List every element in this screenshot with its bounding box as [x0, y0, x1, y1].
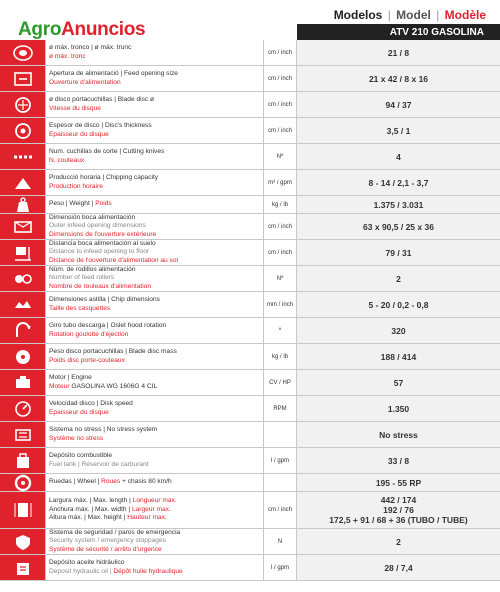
- label-text: Altura máx. | Max. height |: [49, 514, 128, 522]
- label-line: [49, 231, 260, 239]
- spec-label: [46, 40, 264, 65]
- label-text-fr: Largeur max.: [131, 505, 171, 513]
- spec-table: [0, 40, 500, 581]
- spec-row: [0, 555, 500, 581]
- spec-label: [46, 118, 264, 143]
- label-line: [49, 200, 260, 209]
- label-line: [49, 183, 260, 192]
- spec-row: [0, 196, 500, 214]
- label-text: Ruedas | Wheel |: [49, 478, 102, 486]
- spec-unit: mm / inch: [264, 292, 297, 317]
- feed-rollers-icon: [0, 266, 46, 291]
- label-text: Distancia boca alimentación al suelo: [49, 240, 156, 247]
- value-line: 195 - 55 RP: [375, 477, 422, 488]
- models-header: [297, 6, 500, 42]
- spec-value: [297, 92, 500, 117]
- label-line: [49, 461, 260, 470]
- label-text: Outer infeed opening dimensions: [49, 222, 146, 230]
- label-text: ø disco portacuchillas | Blade disc ø: [49, 95, 155, 103]
- value-line: 8 - 14 / 2,1 - 3,7: [368, 177, 429, 188]
- spec-unit: kg / lb: [264, 344, 297, 369]
- spec-unit: m³ / gpm: [264, 170, 297, 195]
- chipping-capacity-icon: [0, 170, 46, 195]
- label-text: Espesor de disco | Disc's thickness: [49, 121, 152, 129]
- spec-label: [46, 344, 264, 369]
- spec-value: [297, 344, 500, 369]
- spec-label: [46, 555, 264, 580]
- spec-unit: cm / inch: [264, 118, 297, 143]
- no-stress-icon: [0, 422, 46, 447]
- label-text-extra: GASOLINA WG 1606G 4 CIL: [69, 382, 158, 390]
- dimensions-icon: [0, 492, 46, 528]
- label-line: [49, 44, 260, 53]
- spec-value: [297, 214, 500, 239]
- spec-label: [46, 170, 264, 195]
- spec-value: [297, 40, 500, 65]
- label-text: Dimensiones astilla | Chip dimensions: [49, 295, 160, 303]
- discharge-rotation-icon: [0, 318, 46, 343]
- label-line: [49, 400, 260, 409]
- value-line: 320: [391, 325, 406, 336]
- chip-dimensions-icon: [0, 292, 46, 317]
- separator: |: [436, 8, 440, 22]
- spec-row: [0, 474, 500, 492]
- value-line: 4: [396, 151, 401, 162]
- label-text: Dimensions de l'ouverture extérieure: [49, 230, 157, 238]
- label-line: [49, 426, 260, 435]
- disc-thickness-icon: [0, 118, 46, 143]
- label-text-fr: Longueur max.: [132, 497, 177, 505]
- label-text: Security system / emergency stoppages: [49, 537, 166, 545]
- value-line: 57: [393, 377, 404, 388]
- spec-row: [0, 66, 500, 92]
- label-line: [49, 274, 260, 283]
- models-es: Modelos: [333, 8, 383, 22]
- spec-label: [46, 422, 264, 447]
- spec-row: [0, 396, 500, 422]
- label-line: [49, 257, 260, 265]
- label-text: Epaisseur du disque: [49, 130, 109, 138]
- label-line: [49, 537, 260, 546]
- label-text: Nombre de rouleaux d'alimentation: [49, 282, 152, 290]
- spec-unit: cm / inch: [264, 92, 297, 117]
- label-text: Number of feed rollers: [49, 274, 115, 282]
- spec-value: [297, 118, 500, 143]
- value-line: 172,5 + 91 / 68 + 36 (TUBO / TUBE): [329, 515, 468, 525]
- brand-part2: Anuncios: [61, 19, 146, 40]
- spec-row: [0, 40, 500, 66]
- brand-part1: Agro: [18, 19, 62, 40]
- label-line: [49, 174, 260, 183]
- spec-label: [46, 92, 264, 117]
- label-text-fr: Poids: [95, 200, 112, 208]
- value-line: 33 / 8: [387, 455, 410, 466]
- spec-label: [46, 292, 264, 317]
- value-line: 1.350: [387, 403, 410, 414]
- label-line: [49, 506, 260, 515]
- infeed-height-icon: [0, 240, 46, 265]
- spec-unit: cm / inch: [264, 66, 297, 91]
- spec-unit: [264, 422, 297, 447]
- disk-speed-icon: [0, 396, 46, 421]
- infeed-opening-icon: [0, 214, 46, 239]
- fuel-tank-icon: [0, 448, 46, 473]
- spec-label: [46, 196, 264, 213]
- spec-value: [297, 170, 500, 195]
- label-text: N. couteaux: [49, 156, 85, 164]
- value-line: 28 / 7,4: [384, 562, 413, 573]
- label-line: [49, 53, 260, 62]
- spec-row: [0, 529, 500, 555]
- value-line: 21 x 42 / 8 x 16: [368, 73, 429, 84]
- label-line: [49, 296, 260, 305]
- spec-unit: l / gpm: [264, 448, 297, 473]
- value-line: 188 / 414: [380, 351, 417, 362]
- spec-row: [0, 344, 500, 370]
- label-line: [49, 79, 260, 88]
- label-text: ø máx. tronc: [49, 52, 86, 60]
- label-line: [49, 157, 260, 166]
- spec-label: [46, 144, 264, 169]
- label-text: Sistema de seguridad / paros de emergencia: [49, 529, 181, 536]
- separator: |: [387, 8, 391, 22]
- label-text: Dimensión boca alimentación: [49, 214, 136, 221]
- spec-row: [0, 318, 500, 344]
- label-line: [49, 331, 260, 340]
- label-line: [49, 529, 260, 537]
- label-line: [49, 478, 260, 487]
- safety-system-icon: [0, 529, 46, 554]
- label-line: [49, 305, 260, 314]
- label-text: Vitesse du disque: [49, 104, 101, 112]
- weight-icon: [0, 196, 46, 213]
- label-text: Núm. de rodillos alimentación: [49, 266, 136, 273]
- spec-unit: cm / inch: [264, 40, 297, 65]
- label-line: [49, 357, 260, 366]
- spec-row: [0, 422, 500, 448]
- label-line: [49, 240, 260, 248]
- spec-label: [46, 448, 264, 473]
- value-line: 5 - 20 / 0,2 - 0,8: [368, 299, 429, 310]
- spec-value: [297, 492, 500, 528]
- label-text: Production horaire: [49, 182, 103, 190]
- label-text-tail: + chasis 80 km/h: [120, 478, 172, 486]
- label-text: Depósito aceite hidráulico: [49, 558, 125, 566]
- label-line: [49, 383, 260, 392]
- label-line: [49, 148, 260, 157]
- label-text: Distance to infeed opening to floor: [49, 248, 150, 256]
- label-text: Giro tubo descarga | Oslet hood rotation: [49, 321, 167, 329]
- models-title: [297, 6, 500, 24]
- spec-label: [46, 240, 264, 265]
- label-line: [49, 70, 260, 79]
- label-line: [49, 214, 260, 222]
- spec-unit: Nº: [264, 144, 297, 169]
- value-line: 63 x 90,5 / 25 x 36: [363, 221, 434, 232]
- label-text: Epaisseur du disque: [49, 408, 109, 416]
- models-fr: Modèle: [444, 8, 486, 22]
- label-text: Distance de l'ouverture d'alimentation au sol: [49, 256, 178, 264]
- spec-row: [0, 214, 500, 240]
- value-line: No stress: [379, 429, 418, 440]
- label-line: [49, 96, 260, 105]
- spec-row: [0, 370, 500, 396]
- label-line: [49, 409, 260, 418]
- label-text: Sistema no stress | No stress system: [49, 425, 158, 433]
- label-text: ø máx. tronco | ø máx. trunc: [49, 43, 132, 51]
- spec-row: [0, 292, 500, 318]
- spec-label: [46, 214, 264, 239]
- value-line: 79 / 31: [385, 247, 412, 258]
- spec-label: [46, 529, 264, 554]
- spec-value: [297, 240, 500, 265]
- label-text: Motor | Engine: [49, 373, 92, 381]
- value-line: 2: [396, 273, 401, 284]
- label-text-fr: Dépôt huile hydraulique: [113, 567, 183, 575]
- label-line: [49, 348, 260, 357]
- spec-value: [297, 370, 500, 395]
- spec-value: [297, 144, 500, 169]
- spec-row: [0, 448, 500, 474]
- spec-value: [297, 422, 500, 447]
- spec-unit: cm / inch: [264, 492, 297, 528]
- label-text: Peso | Weight |: [49, 200, 96, 208]
- label-line: [49, 497, 260, 506]
- label-line: [49, 283, 260, 291]
- spec-unit: cm / inch: [264, 214, 297, 239]
- label-text: Moteur: [49, 382, 70, 390]
- label-text: Peso disco portacuchillas | Blade disc mass: [49, 347, 177, 355]
- spec-row: [0, 170, 500, 196]
- spec-unit: Nº: [264, 266, 297, 291]
- trunk-diameter-icon: [0, 40, 46, 65]
- value-line: 1.375 / 3.031: [373, 199, 424, 210]
- blade-disc-icon: [0, 92, 46, 117]
- models-en: Model: [396, 8, 431, 22]
- spec-value: [297, 66, 500, 91]
- spec-value: [297, 448, 500, 473]
- label-line: [49, 559, 260, 568]
- spec-row: [0, 144, 500, 170]
- wheels-icon: [0, 474, 46, 491]
- spec-row: [0, 492, 500, 529]
- model-name: ATV 210 GASOLINA: [297, 24, 500, 42]
- spec-label: [46, 266, 264, 291]
- value-line: 2: [396, 536, 401, 547]
- value-line: 21 / 8: [387, 47, 410, 58]
- cutting-knives-icon: [0, 144, 46, 169]
- spec-value: [297, 474, 500, 491]
- spec-label: [46, 396, 264, 421]
- label-text: Largura máx. | Max. length |: [49, 497, 133, 505]
- label-text: Poids disc porte-couteaux: [49, 356, 125, 364]
- label-text: Système no stress: [49, 434, 104, 442]
- label-line: [49, 374, 260, 383]
- label-line: [49, 248, 260, 257]
- label-line: [49, 266, 260, 274]
- spec-row: [0, 92, 500, 118]
- spec-value: [297, 266, 500, 291]
- value-line: 3,5 / 1: [386, 125, 411, 136]
- brand-watermark: [18, 19, 145, 41]
- spec-value: [297, 196, 500, 213]
- label-line: [49, 514, 260, 523]
- spec-unit: l / gpm: [264, 555, 297, 580]
- label-line: [49, 322, 260, 331]
- spec-unit: cm / inch: [264, 240, 297, 265]
- label-text: Num. cuchillas de corte | Cutting knives: [49, 147, 165, 155]
- label-text: Ouverture d'alimentation: [49, 78, 121, 86]
- value-line: 94 / 37: [385, 99, 412, 110]
- label-text: Fuel tank | Réservoir de carburant: [49, 460, 149, 468]
- label-text: Apertura de alimentació | Feed opening size: [49, 69, 178, 77]
- label-line: [49, 131, 260, 140]
- spec-unit: [264, 474, 297, 491]
- label-line: [49, 452, 260, 461]
- label-text: Deposit hydraulic oil |: [49, 567, 114, 575]
- spec-unit: RPM: [264, 396, 297, 421]
- spec-row: [0, 118, 500, 144]
- label-text: Rotation goulotte d'éjection: [49, 330, 129, 338]
- spec-row: [0, 240, 500, 266]
- label-line: [49, 122, 260, 131]
- spec-row: [0, 266, 500, 292]
- label-text: Velocidad disco | Disk speed: [49, 399, 133, 407]
- value-line: 192 / 76: [383, 505, 414, 515]
- spec-value: [297, 318, 500, 343]
- spec-unit: N: [264, 529, 297, 554]
- spec-label: [46, 66, 264, 91]
- label-line: [49, 568, 260, 577]
- spec-unit: º: [264, 318, 297, 343]
- label-text: Système de sécurité / arrêts d'urgence: [49, 545, 162, 553]
- spec-label: [46, 318, 264, 343]
- label-line: [49, 105, 260, 114]
- spec-label: [46, 492, 264, 528]
- hydraulic-tank-icon: [0, 555, 46, 580]
- spec-value: [297, 396, 500, 421]
- label-text: Depósito combustible: [49, 451, 113, 459]
- label-text-fr: Roues: [101, 478, 121, 486]
- label-text: Producció horaria | Chipping capacity: [49, 173, 159, 181]
- spec-value: [297, 292, 500, 317]
- label-text: Taille des casquettes: [49, 304, 111, 312]
- engine-icon: [0, 370, 46, 395]
- label-text: Anchura máx. | Max. width |: [49, 505, 132, 513]
- spec-label: [46, 370, 264, 395]
- spec-unit: kg / lb: [264, 196, 297, 213]
- value-line: 442 / 174: [380, 495, 417, 505]
- label-line: [49, 222, 260, 231]
- spec-unit: CV / HP: [264, 370, 297, 395]
- feed-opening-icon: [0, 66, 46, 91]
- spec-value: [297, 555, 500, 580]
- label-text-fr: Hauteur max.: [127, 514, 167, 522]
- blade-disc-mass-icon: [0, 344, 46, 369]
- label-line: [49, 546, 260, 554]
- spec-label: [46, 474, 264, 491]
- spec-value: [297, 529, 500, 554]
- label-line: [49, 435, 260, 444]
